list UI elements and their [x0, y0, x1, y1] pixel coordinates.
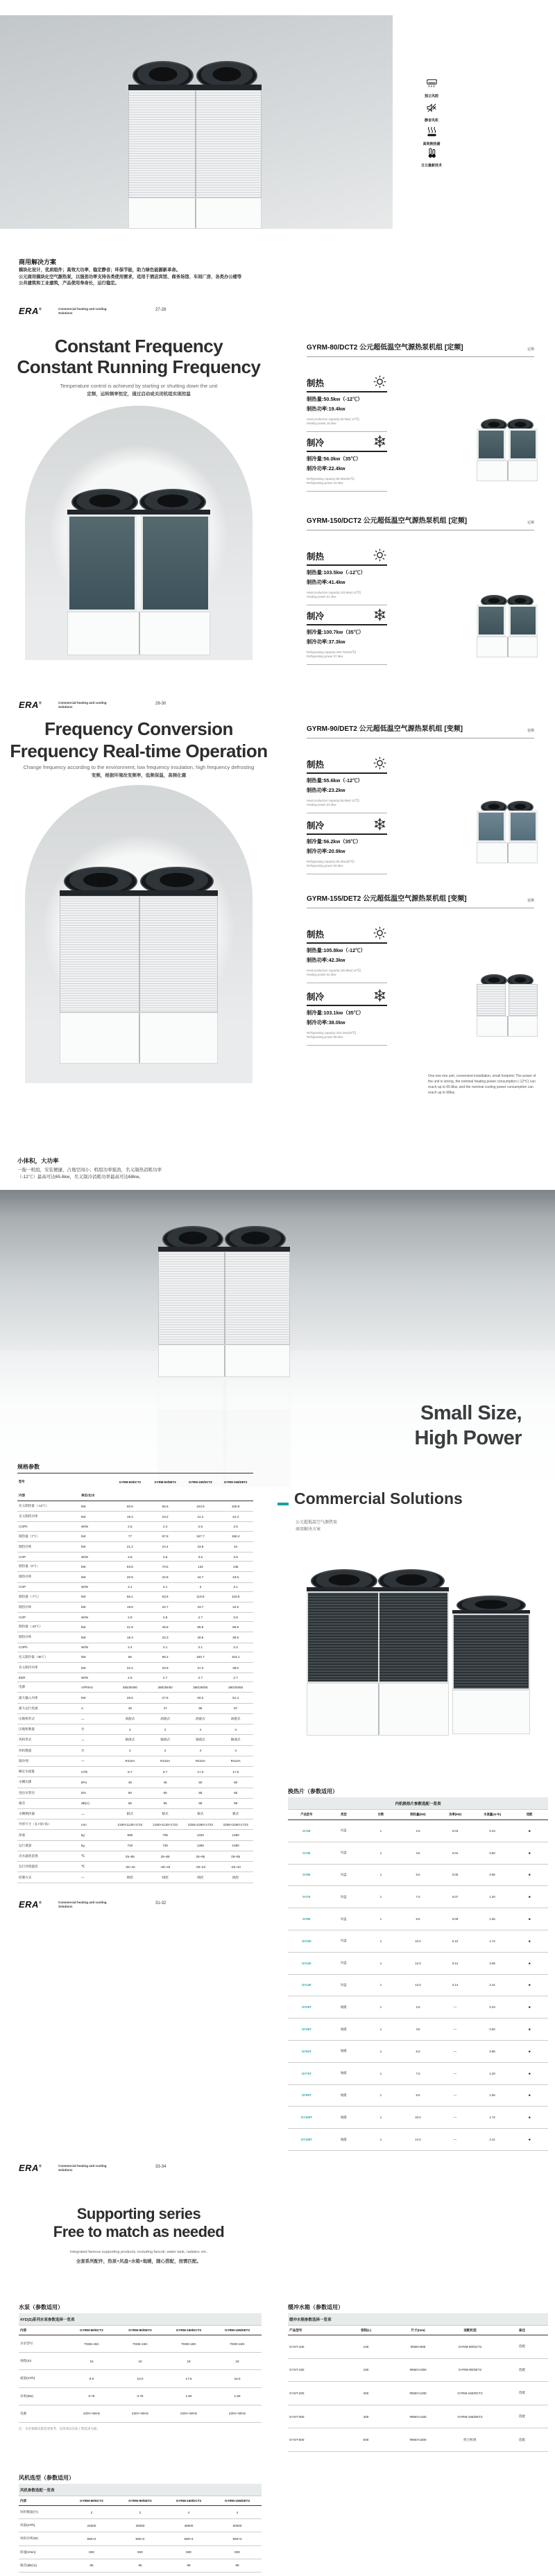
- supporting-sub-en: Integrated famous supporting products, including fancoil, water tank, radiator, etc.: [69, 2250, 208, 2254]
- intro-body: 模块化设计，优质组件；高效大功率、稳定静音；环保节能，助力绿色能源新革命。 公元商用模块化空气源热泵，以强劲功率支持各类使用需求，适用于酒店宾馆、商务场馆、车间厂房、各类办公楼等 公共建筑和工业建筑，产品使用寿命长，运行稳定。: [19, 268, 242, 286]
- fan-table-title: 风机选型（参数适用）: [19, 2475, 74, 2481]
- feature-item: [411, 102, 452, 123]
- feature-item: [411, 126, 452, 146]
- snowflake-icon: [373, 434, 387, 449]
- heating-spec: 制热 制热量:55.6kw（-12℃） 制热功率:23.2kw Heat production capacity:55.6kw(-12℃) Heating power:23.2kw: [307, 756, 387, 813]
- heat-pump-unit-image: [60, 867, 218, 1064]
- lifestyle-photo: [0, 1190, 555, 1487]
- page-number: 33-34: [155, 2165, 166, 2169]
- feature-label: 日立最新技术: [420, 164, 442, 168]
- product-header: [307, 892, 534, 908]
- section-subtitle-en: Temperature control is achieved by starting or shutting down the unit: [60, 383, 218, 389]
- hx-table: 内机换热片参数选配一览表 产品型号 类型 台数 制热量(kW) 功率(kW) 水流量(m³/h) 选配 GY25 风盘 1 2.5 0.03 0.43 ■ GY35 风盘 1 3.5 0.04 0.60 ■ GY50 风盘 1 5.0 0.05 0.86 ■ GY70 风盘 1 7.0 0.07 1.20 ■ GY90 风盘 1 9.0 0.09 1.55 ■ GY100 风盘 1 10.0 0.10 1.72 ■ GY120 风盘 1 12.0 0.12 2.06 ■ GY140 风盘 1 14.0 0.14 2.41 ■ GY25T 地暖 1 2.5 — 0.43 ■ GY35T 地暖 1 3.5 — 0.60 ■ GY50T 地暖 1 5.0 — 0.86 ■ GY70T 地暖 1 7.0 — 1.20 ■ GY90T 地暖 1 9.0 — 1.55 ■ GY100T 地暖 1 10.0 — 1.72 ■ GY140T 地暖 1 14.0 — 2.41 ■: [288, 1797, 548, 2151]
- feature-item: [411, 147, 452, 168]
- hero-product-photo: [0, 15, 393, 229]
- product-note: One tow one unit, convenient installation, small footprint; The power of the unit is strong, the nominal heating power consumption (-12℃) can reach up to 65.8kw, and the nominal cooling power consumption can reach up to 68kw.: [428, 1074, 536, 1095]
- brand-tagline: Commercial heating and cooling Solutions: [58, 2164, 107, 2172]
- hx-table-title: 换热片（参数适用）: [288, 1788, 338, 1795]
- section-title: Constant Running Frequency: [17, 356, 261, 377]
- brand-tagline: Commercial heating and cooling Solutions: [58, 1901, 107, 1909]
- product-section: [307, 892, 534, 1100]
- page-header: [19, 1899, 199, 1910]
- cooling-spec: 制冷 制冷量:100.7kw（35℃） 制冷功率:37.3kw Refrigerating capacity:100.7kw(35℃) Refrigerating power:37.3kw: [307, 607, 387, 665]
- product-header: [307, 341, 534, 357]
- section-title: Constant Frequency: [54, 336, 223, 356]
- product-thumbnail: [477, 974, 538, 1038]
- feature-item: [411, 78, 452, 98]
- frequency-badge: 定频: [527, 347, 534, 352]
- product-section: [307, 515, 534, 723]
- section-subtitle-zh: 定频，运转频率恒定，通过启动或关闭机组实现控温: [87, 392, 191, 397]
- cooling-spec: 制冷 制冷量:56.2kw（35℃） 制冷功率:20.9kw Refrigerating capacity:56.2kw(35℃) Refrigerating power:20.9kw: [307, 817, 387, 874]
- small-size-body: 一拖一机组，安装便捷，占地空间小；机组功率强劲，名义制热消耗功率 （-12℃）最高可达65.8kw，名义制冷消耗功率最高可达68kw。: [17, 1168, 162, 1179]
- snowflake-icon: [373, 607, 387, 622]
- commercial-sub: 商用解决方案: [296, 1528, 321, 1532]
- frequency-badge: 定频: [527, 521, 534, 525]
- big-caption: High Power: [414, 1427, 522, 1449]
- heating-spec: 制热 制热量:103.5kw（-12℃） 制热功率:41.4kw Heat production capacity:103.5kw(-12℃) Heating power:41.4kw: [307, 548, 387, 605]
- small-size-title: 小体积，大功率: [17, 1157, 59, 1164]
- brand-tagline: Commercial heating and cooling Solutions: [58, 307, 107, 315]
- page-number: 27-28: [155, 308, 166, 312]
- supporting-sub-zh: 全套系列配件，热泵+风盘+水箱+地暖，随心搭配，按需匹配。: [76, 2259, 202, 2264]
- arch-product-photo: [25, 406, 253, 660]
- snowflake-icon: [373, 988, 387, 1003]
- big-caption: Small Size,: [420, 1402, 522, 1424]
- section-subtitle-zh: 变频，根据环境改变频率，低频保温，高频化霜: [91, 773, 187, 778]
- snowflake-icon: [373, 817, 387, 831]
- thermometer-icon: [426, 147, 438, 159]
- section-title: Frequency Conversion: [44, 718, 233, 739]
- sun-icon: [373, 374, 387, 389]
- commercial-sub: 公元超低温空气源热泵: [296, 1521, 338, 1525]
- sun-icon: [373, 926, 387, 940]
- spec-table-title: 规格参数: [17, 1464, 40, 1470]
- page-number: 31-32: [155, 1901, 166, 1905]
- page-number: 29-30: [155, 702, 166, 706]
- brand-logo: ERA®: [19, 700, 42, 710]
- heat-exchanger-icon: [426, 126, 438, 137]
- brand-tagline: Commercial heating and cooling Solutions: [58, 701, 107, 709]
- cooling-spec: 制冷 制冷量:103.1kw（35℃） 制冷功率:38.0kw Refrigerating capacity:103.1kw(35℃) Refrigerating power:38.0kw: [307, 988, 387, 1046]
- brand-logo: ERA®: [19, 306, 42, 316]
- page-header: [19, 700, 199, 711]
- heat-pump-unit-image: [128, 61, 262, 229]
- feature-label: 高效换热器: [422, 142, 441, 146]
- tank-table: 缓冲水箱参数选择一览表 产品型号 容积(L) 尺寸(mm) 适配机型 备注 GYST-100 100 Φ500×900 GYRM-80/DCT2 选配 GYST-150 150 Φ550×1050 GYRM-90/DET2 选配 GYST-200 200 Φ600×1200 GYRM-150/DCT2 选配 GYST-300 300 Φ650×1400 GYRM-155/DET2 选配 GYST-500 500 Φ800×1600 组合机组 选配: [288, 2313, 548, 2452]
- product-model: GYRM-150/DCT2 公元超低温空气源热泵机组 [定频]: [307, 517, 468, 525]
- heat-pump-unit-image: [158, 1226, 290, 1377]
- feature-label: 静音风机: [424, 119, 438, 123]
- mute-fan-icon: [426, 102, 438, 114]
- frequency-badge: 变频: [527, 899, 534, 903]
- section-subtitle-en: Change frequency according to the environment, low frequency insulation, high frequency defrosting: [23, 764, 255, 770]
- frequency-badge: 变频: [527, 729, 534, 733]
- sun-icon: [373, 548, 387, 562]
- page-header: [19, 306, 199, 317]
- unit-reflection: [158, 1378, 290, 1487]
- cooling-spec: 制冷 制冷量:56.0kw（35℃） 制冷功率:22.4kw Refrigerating capacity:56.0kw(35℃) Refrigerating power:22.4kw: [307, 434, 387, 492]
- heating-spec: 制热 制热量:50.5kw（-12℃） 制热功率:19.4kw Heat production capacity:50.5kw(-12℃) Heating power:19.4kw: [307, 374, 387, 432]
- product-model: GYRM-80/DCT2 公元超低温空气源热泵机组 [定频]: [307, 344, 463, 352]
- pump-table: 4YD(S)系列水泵参数选择一览表 内容 GYRM-80/DCT2 GYRM-90/DET2 GYRM-150/DCT2 GYRM-155/DET2 水泵型号 TD65-15G TD65-15G TD80-18G TD80-18G 扬程(m) 15 15 18 18 流量(m³/h) 9.0 10.0 17.5 18.0 功率(kW) 0.75 0.75 1.50 1.50 电源 220V~50Hz 220V~50Hz 220V~50Hz 220V~50Hz: [19, 2313, 262, 2423]
- section-title: Frequency Real-time Operation: [10, 741, 268, 761]
- spec-table: 型号 GYRM-80/DCT2 GYRM-90/DET2 GYRM-150/DCT2 GYRM-155/DET2 内容 单位/出水 名义制热量（-12℃） kW 50.5 55.6 103.5 105.8 名义制热功率 kW 19.4 23.2 41.4 42.3 COPh W/W 2.6 2.4 2.5 2.5 制热量（7℃） kW 77 87.8 157.7 158.4 制热功率 kW 21.2 24.4 43.8 44 COP W/W 3.6 3.6 3.6 3.6 制热量（0℃） kW 63.8 70.5 134 135 制热功率 kW 20.5 22.8 44.7 43.5 COP W/W 3.1 3.1 3 3.1 制热量（-7℃） kW 56.1 63.6 118.9 118.9 制热功率 kW 19.8 22.7 43.7 42.5 COP W/W 2.8 2.8 2.7 2.8 制热量（-20℃） kW 41.8 46.8 85.8 86.8 制热功率 kW 18.4 22.3 40.8 39.5 COPh W/W 2.4 2.1 2.1 2.2 名义制冷量（35℃） kW 56 56.2 100.7 103.1 名义制冷功率 kW 22.4 20.9 37.3 38.0 EER W/W 2.5 2.7 2.7 2.7 电源 V/Ph/Hz 380/3N/50 380/3N/50 380/3N/50 380/3N/50 最大输入功率 kW 26.5 27.6 50.2 51.4 最大运行电流 A 45 47 85 87 压缩机形式 — 涡旋式 涡旋式 涡旋式 涡旋式 压缩机数量 台 2 2 4 4 风机形式 — 轴流式 轴流式 轴流式 轴流式 风机数量 台 2 2 4 4 制冷剂 — R410A R410A R410A R410A 额定水流量 m³/h 8.7 9.7 17.3 17.8 水侧压降 kPa 45 45 60 60 进出水管径 DN 50 50 65 65 噪音 dB(A) 65 65 68 68 水侧换热器 — 板式 板式 板式 板式 外形尺寸（长×宽×高） mm 2180×1130×1723 2180×1130×1723 2255×2260×1723 2255×2260×1723 净重 kg 695 705 1320 1350 运行重量 kg 720 730 1360 1390 出水温度范围 ℃ 25~55 25~55 25~55 25~55 运行环境温度 ℃ -25~43 -25~43 -25~43 -25~43 控制方式 — 线控 线控 线控 线控: [17, 1473, 253, 1883]
- ac-outlet-icon: [426, 78, 438, 89]
- product-header: [307, 515, 534, 530]
- supporting-title: Free to match as needed: [53, 2223, 225, 2240]
- fan-table: 风机参数选配一览表 内容 GYRM-80/DCT2 GYRM-90/DET2 GYRM-150/DCT2 GYRM-155/DET2 风机数量(台) 2 2 4 4 风量(m³/h) 24000 25000 48000 50000 风机功率(W) 550×2 550×2 550×4 550×4 转速(r/min) 830 830 830 830 噪音(dB(A)) 65 65 68 68: [19, 2484, 262, 2573]
- product-thumbnail: [477, 801, 538, 865]
- supporting-title: Supporting series: [76, 2205, 201, 2222]
- product-model: GYRM-90/DET2 公元超低温空气源热泵机组 [变频]: [307, 725, 463, 733]
- heat-pump-unit-image: [67, 489, 210, 655]
- sun-icon: [373, 756, 387, 770]
- pump-table-title: 水泵（参数适用）: [19, 2304, 63, 2310]
- page-header: [19, 2163, 199, 2174]
- heating-spec: 制热 制热量:105.8kw（-12℃） 制热功率:42.3kw Heat production capacity:105.8kw(-12℃) Heating power:42.3kw: [307, 926, 387, 983]
- pump-note: 注：水泵参数仅供选型参考，具体请以实际工程需求为准。: [19, 2427, 100, 2430]
- product-thumbnail: [477, 595, 538, 659]
- tank-table-title: 缓冲水箱（参数适用）: [288, 2304, 343, 2310]
- product-header: [307, 723, 534, 738]
- product-thumbnail: [477, 419, 538, 483]
- brand-logo: ERA®: [19, 1899, 42, 1910]
- brand-logo: ERA®: [19, 2163, 42, 2173]
- product-model: GYRM-155/DET2 公元超低温空气源热泵机组 [变频]: [307, 895, 467, 903]
- commercial-product-photo: [291, 1550, 541, 1758]
- accent-bar: [278, 1503, 289, 1505]
- intro-title: 商用解决方案: [19, 259, 57, 266]
- commercial-title: Commercial Solutions: [294, 1489, 463, 1507]
- arch-product-photo: [25, 785, 253, 1083]
- feature-label: 独立风腔: [424, 94, 438, 98]
